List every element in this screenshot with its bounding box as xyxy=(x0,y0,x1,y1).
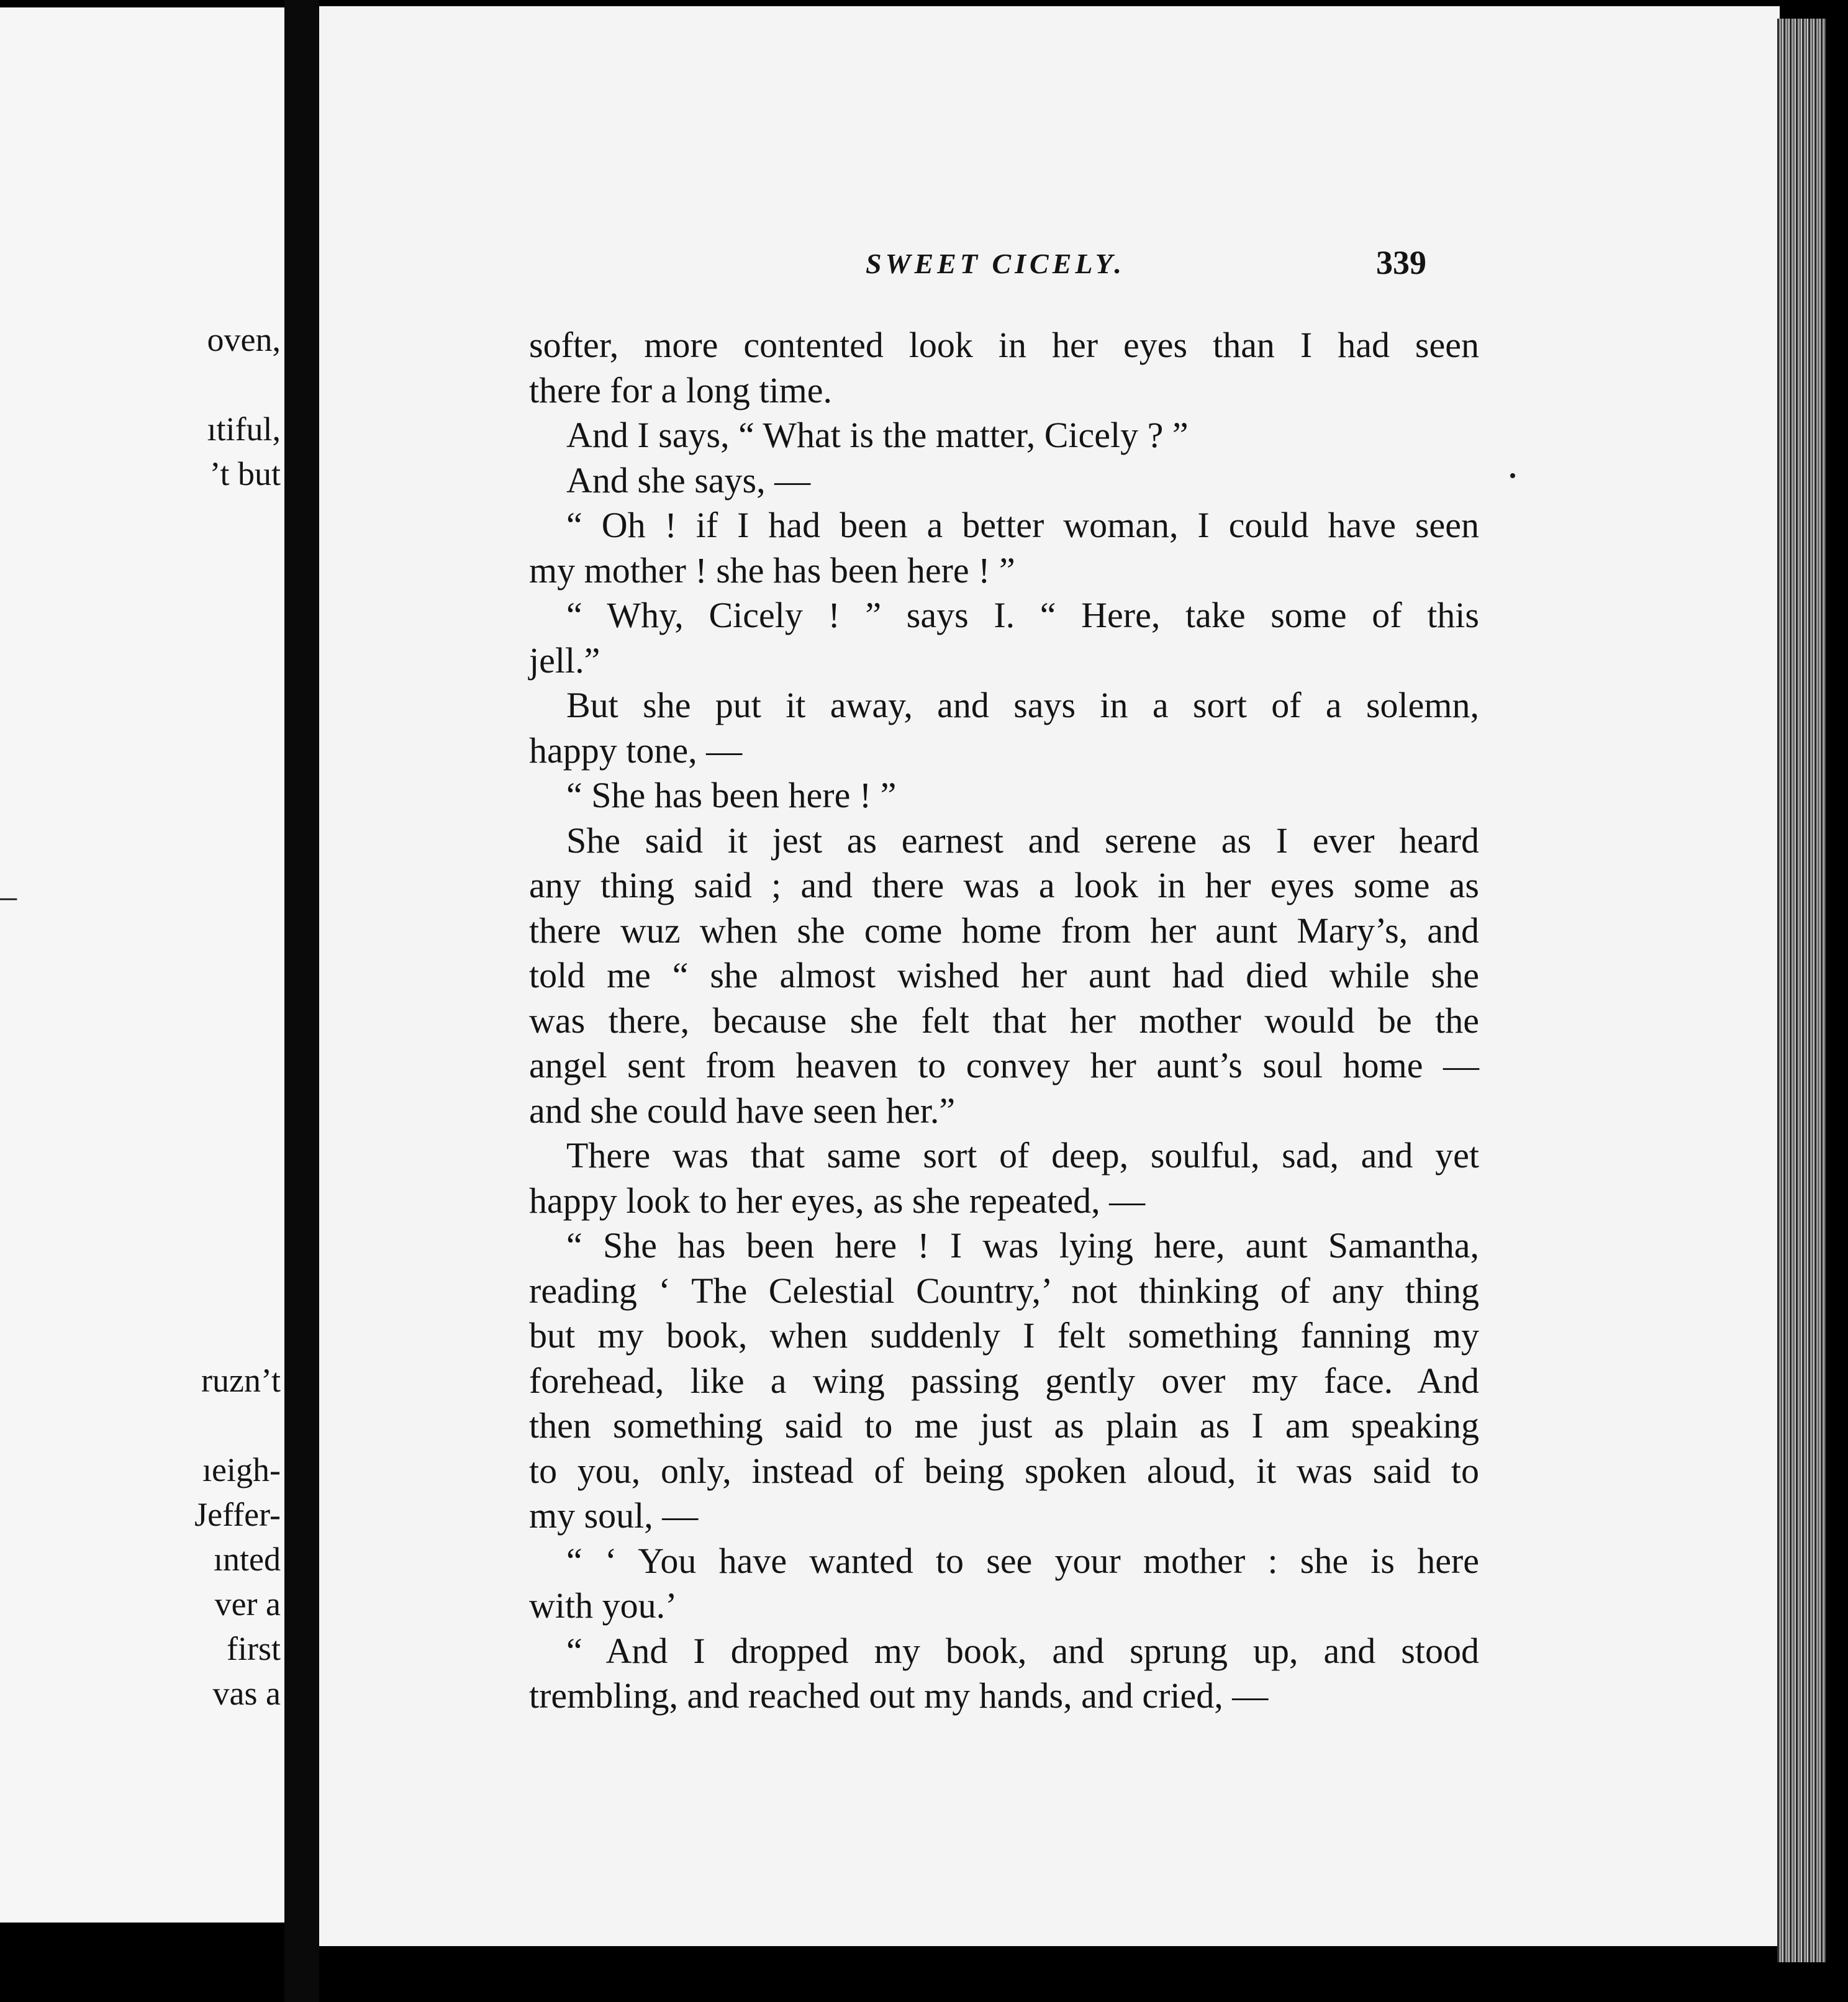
text-line: then something said to me just as plain as I am speaking xyxy=(529,1405,1479,1446)
text-line: reading ‘ The Celestial Country,’ not thinking of any thing xyxy=(529,1270,1479,1311)
text-line: “ Why, Cicely ! ” says I. “ Here, take some of this xyxy=(566,595,1479,635)
text-line: was there, because she felt that her mother would be the xyxy=(529,1000,1479,1041)
text-line: She said it jest as earnest and serene as I ever heard xyxy=(566,820,1479,861)
previous-page-fragment xyxy=(0,7,284,1923)
left-page-line: ınted xyxy=(214,1541,281,1578)
text-line: happy look to her eyes, as she repeated, — xyxy=(529,1180,1146,1221)
page-edge-stack xyxy=(1777,19,1826,1962)
left-page-line: oven, xyxy=(207,321,281,358)
left-page-line: ıtiful, xyxy=(207,410,281,448)
page-body-text xyxy=(529,323,1479,1719)
text-line: happy tone, — xyxy=(529,730,743,771)
text-line: angel sent from heaven to convey her aunt’s soul home — xyxy=(529,1045,1479,1085)
text-line: with you.’ xyxy=(529,1585,677,1626)
text-line: And she says, — xyxy=(566,460,811,500)
text-line: And I says, “ What is the matter, Cicely ? ” xyxy=(566,415,1189,455)
text-line: jell.” xyxy=(529,640,600,681)
page-number: 339 xyxy=(1376,244,1426,281)
left-page-line: vas a xyxy=(212,1675,281,1712)
text-line: softer, more contented look in her eyes than I had seen xyxy=(529,325,1479,365)
text-line: “ She has been here ! I was lying here, aunt Samantha, xyxy=(566,1225,1479,1266)
text-line: to you, only, instead of being spoken aloud, it was said to xyxy=(529,1450,1479,1491)
left-page-line: ver a xyxy=(214,1585,281,1623)
text-line: trembling, and reached out my hands, and cried, — xyxy=(529,1675,1269,1716)
text-line: and she could have seen her.” xyxy=(529,1090,956,1131)
book-binding-gutter xyxy=(284,0,319,2002)
text-line: There was that same sort of deep, soulful, sad, and yet xyxy=(566,1135,1479,1175)
text-line: told me “ she almost wished her aunt had died while she xyxy=(529,955,1479,995)
left-page-line: – xyxy=(0,877,17,915)
book-page xyxy=(319,6,1780,1946)
left-page-line: ruzn’t xyxy=(201,1362,281,1399)
text-line: But she put it away, and says in a sort of a solemn, xyxy=(566,685,1479,725)
ink-speck xyxy=(1510,473,1515,478)
text-line: my mother ! she has been here ! ” xyxy=(529,550,1015,591)
text-line: there wuz when she come home from her aunt Mary’s, and xyxy=(529,910,1479,951)
text-line: any thing said ; and there was a look in her eyes some as xyxy=(529,865,1479,905)
left-page-line: Jeffer- xyxy=(194,1496,281,1533)
left-page-line: first xyxy=(227,1630,281,1667)
text-line: my soul, — xyxy=(529,1495,699,1536)
edge-shadow xyxy=(1826,0,1848,2002)
text-line: there for a long time. xyxy=(529,369,832,410)
left-page-line: ıeigh- xyxy=(202,1451,281,1488)
text-line: but my book, when suddenly I felt something fanning my xyxy=(529,1315,1479,1356)
running-head: SWEET CICELY. xyxy=(866,248,1125,279)
left-page-line: ’t but xyxy=(209,455,281,492)
text-line: “ ‘ You have wanted to see your mother : she is here xyxy=(566,1540,1479,1581)
text-line: “ Oh ! if I had been a better woman, I could have seen xyxy=(566,505,1479,545)
text-line: “ And I dropped my book, and sprung up, and stood xyxy=(566,1630,1479,1671)
text-line: forehead, like a wing passing gently over my face. And xyxy=(529,1360,1479,1401)
text-line: “ She has been here ! ” xyxy=(566,775,897,815)
